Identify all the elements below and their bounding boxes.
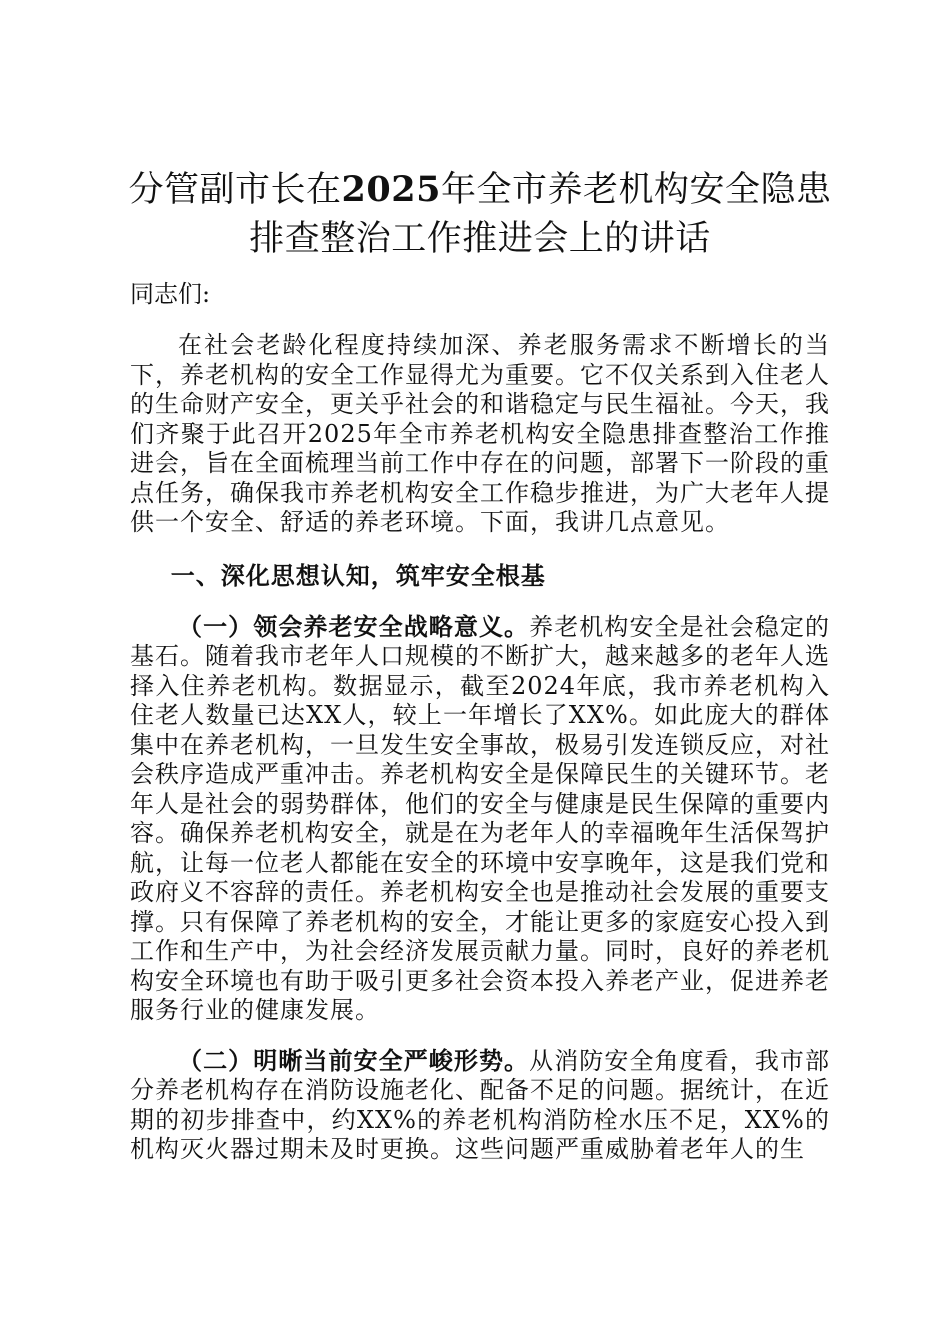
document-title (110, 165, 850, 264)
salutation: 同志们: (130, 280, 211, 308)
subsection-1-paragraph (130, 612, 830, 1026)
intro-paragraph: 在社会老龄化程度持续加深、养老服务需求不断增长的当下，养老机构的安全工作显得尤为重要。它不仅关系到入住老人的生命财产安全，更关乎社会的和谐稳定与民生福祉。今天，我们齐聚于此召开2025年全市养老机构安全隐患排查整治工作推进会，旨在全面梳理当前工作中存在的问题，部署下一阶段的重点任务，确保我市养老机构安全工作稳步推进，为广大老年人提供一个安全、舒适的养老环境。下面，我讲几点意见。 (130, 331, 830, 536)
subsection-2-paragraph (130, 1046, 830, 1165)
title-part-2: 年全市养老机构安全隐患 (440, 170, 832, 210)
title-year: 2025 (341, 169, 441, 210)
section-1-heading: 一、深化思想认知，筑牢安全根基 (170, 560, 546, 590)
subsection-1-lead: （一）领会养老安全战略意义。 (178, 611, 530, 641)
subsection-1-body: 养老机构安全是社会稳定的基石。随着我市老年人口规模的不断扩大，越来越多的老年人选择入住养老机构。数据显示，截至2024年底，我市养老机构入住老人数量已达XX人，较上一年增长了XX%。如此庞大的群体集中在养老机构，一旦发生安全事故，极易引发连锁反应，对社会秩序造成严重冲击。养老机构安全是保障民生的关键环节。老年人是社会的弱势群体，他们的安全与健康是民生保障的重要内容。确保养老机构安全，就是在为老年人的幸福晚年生活保驾护航，让每一位老人都能在安全的环境中安享晚年，这是我们党和政府义不容辞的责任。养老机构安全也是推动社会发展的重要支撑。只有保障了养老机构的安全，才能让更多的家庭安心投入到工作和生产中，为社会经济发展贡献力量。同时，良好的养老机构安全环境也有助于吸引更多社会资本投入养老产业，促进养老服务行业的健康发展。 (130, 612, 831, 1024)
title-line-2: 排查整治工作推进会上的讲话 (249, 219, 711, 259)
subsection-2-lead: （二）明晰当前安全严峻形势。 (178, 1045, 530, 1075)
subsection-2-body: 从消防安全角度看，我市部分养老机构存在消防设施老化、配备不足的问题。据统计，在近期的初步排查中，约XX%的养老机构消防栓水压不足，XX%的机构灭火器过期未及时更换。这些问题严重威胁着老年人的生 (130, 1046, 831, 1163)
title-line-1 (110, 165, 850, 215)
document-page (130, 165, 830, 1165)
title-part-1: 分管副市长在 (128, 170, 342, 210)
